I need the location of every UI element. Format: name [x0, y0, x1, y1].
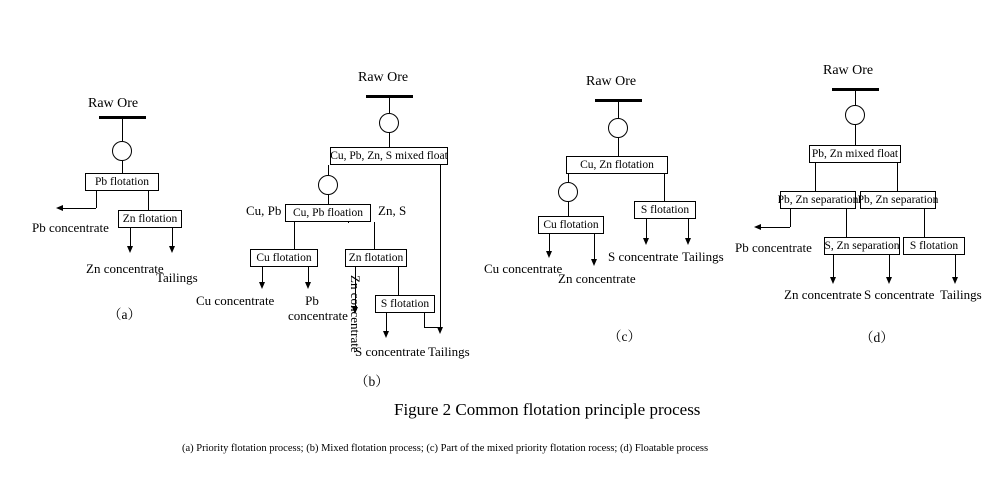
panel-c-zn-arrow — [591, 259, 597, 266]
panel-c-s-stem — [646, 219, 647, 238]
panel-d-box-pb-zn-mixed-float[interactable]: Pb, Zn mixed float — [809, 145, 901, 163]
panel-a-feeder-circle — [112, 141, 132, 161]
panel-d-tail-stem — [955, 255, 956, 277]
panel-b-box-mixed-float[interactable]: Cu, Pb, Zn, S mixed float — [330, 147, 448, 165]
panel-c-line-to-cuzn — [618, 138, 619, 156]
panel-b-box-cu-pb-floation[interactable]: Cu, Pb floation — [285, 204, 371, 222]
panel-c-line-circle-to-cu — [568, 202, 569, 216]
panel-d-zn-stem — [833, 255, 834, 277]
panel-a-out-pb-concentrate: Pb concentrate — [32, 220, 109, 235]
panel-c-line-to-circle — [568, 174, 569, 182]
figure-subcaption: (a) Priority flotation process; (b) Mixed flotation process; (c) Part of the mixed priority flotation rocess; (d) Floatable process — [182, 443, 709, 454]
panel-b-cu-arrow — [259, 282, 265, 289]
panel-b-s-arrow — [383, 331, 389, 338]
panel-b-tag: （b） — [355, 374, 389, 389]
panel-d-tag: （d） — [860, 330, 894, 345]
panel-b-tail-long-line — [440, 165, 441, 327]
panel-d-out-tailings: Tailings — [940, 287, 982, 302]
panel-a-tag: （a） — [108, 307, 141, 322]
panel-b-s-tail-stem — [424, 313, 425, 327]
panel-b-pb-stem — [308, 267, 309, 282]
panel-d-zn-arrow — [830, 277, 836, 284]
panel-a-zn-arrow — [127, 246, 133, 253]
panel-c-tail-stem — [688, 219, 689, 238]
panel-b-line-to-zn — [374, 222, 375, 249]
panel-c-zn-stem — [594, 234, 595, 259]
panel-b-splitter-circle — [318, 175, 338, 195]
panel-c-feeder-circle — [608, 118, 628, 138]
panel-b-box-zn-flotation[interactable]: Zn flotation — [345, 249, 407, 267]
panel-c-tail-arrow — [685, 238, 691, 245]
panel-c-feed-line — [618, 102, 619, 118]
panel-d-line-to-sep-right — [897, 163, 898, 191]
panel-a-line-to-zn — [148, 191, 149, 210]
panel-a-line-to-pb — [122, 161, 123, 173]
panel-d-out-zn-concentrate: Zn concentrate — [784, 287, 862, 302]
panel-d-s-stem — [889, 255, 890, 277]
panel-b-box-s-flotation[interactable]: S flotation — [375, 295, 435, 313]
panel-d-pb-arrow — [754, 224, 761, 230]
panel-c-out-zn-concentrate: Zn concentrate — [558, 271, 636, 286]
panel-d-line-to-sep-left — [815, 163, 816, 191]
panel-b-stream-cu-pb: Cu, Pb — [246, 203, 282, 218]
panel-d-source-label: Raw Ore — [823, 63, 874, 78]
panel-d-line-to-mixed — [855, 125, 856, 145]
panel-d-line-to-szn — [846, 209, 847, 237]
panel-b-line-to-mixed — [389, 133, 390, 147]
panel-b-feeder-circle — [379, 113, 399, 133]
panel-d-feeder-circle — [845, 105, 865, 125]
panel-b-box-cu-flotation[interactable]: Cu flotation — [250, 249, 318, 267]
panel-b-cu-stem — [262, 267, 263, 282]
panel-b-line-to-s — [398, 267, 399, 295]
panel-d-out-s-concentrate: S concentrate — [864, 287, 935, 302]
panel-d-s-arrow — [886, 277, 892, 284]
panel-b-s-stem — [386, 313, 387, 331]
panel-d-box-pb-zn-separation-right[interactable]: Pb, Zn separation — [860, 191, 936, 209]
panel-c-box-cu-flotation[interactable]: Cu flotation — [538, 216, 604, 234]
panel-a-box-pb-flotation[interactable]: Pb flotation — [85, 173, 159, 191]
figure-caption: Figure 2 Common flotation principle process — [394, 400, 701, 419]
panel-b-feed-line — [389, 98, 390, 113]
panel-a-zn-stem — [130, 228, 131, 246]
panel-a-tail-arrow — [169, 246, 175, 253]
panel-b-pb-arrow — [305, 282, 311, 289]
panel-d-feed-line — [855, 91, 856, 105]
panel-b-stream-zn-s: Zn, S — [378, 203, 407, 218]
panel-d-box-s-flotation[interactable]: S flotation — [903, 237, 965, 255]
panel-d-box-s-zn-separation[interactable]: S, Zn separation — [824, 237, 900, 255]
panel-a-source-label: Raw Ore — [88, 96, 139, 111]
panel-c-out-cu-concentrate: Cu concentrate — [484, 261, 563, 276]
panel-b-s-tail-run — [424, 327, 440, 328]
panel-b-out-pb-concentrate: Pb concentrate — [288, 293, 348, 323]
panel-c-s-arrow — [643, 238, 649, 245]
panel-a-box-zn-flotation[interactable]: Zn flotation — [118, 210, 182, 228]
panel-b-out-s-concentrate: S concentrate — [355, 344, 426, 359]
panel-b-line-circle-to-cupb — [328, 195, 329, 204]
panel-c-cu-stem — [549, 234, 550, 251]
panel-a-pb-left-stem — [96, 191, 97, 208]
panel-b-line-to-cu — [294, 222, 295, 249]
panel-a-feed-line — [122, 119, 123, 141]
panel-c-out-s-concentrate: S concentrate — [608, 249, 679, 264]
panel-d-tail-arrow — [952, 277, 958, 284]
panel-a-out-tailings: Tailings — [156, 270, 198, 285]
panel-b-tail-arrow — [437, 327, 443, 334]
panel-b-out-zn-concentrate: Zn concentrate — [348, 275, 363, 353]
panel-a-out-zn-concentrate: Zn concentrate — [86, 261, 164, 276]
panel-c-source-label: Raw Ore — [586, 74, 637, 89]
panel-b-out-tailings: Tailings — [428, 344, 470, 359]
panel-c-tag: （c） — [608, 329, 641, 344]
panel-c-splitter-circle — [558, 182, 578, 202]
panel-a-tail-stem — [172, 228, 173, 246]
panel-c-box-cu-zn-flotation[interactable]: Cu, Zn flotation — [566, 156, 668, 174]
panel-c-cu-arrow — [546, 251, 552, 258]
panel-d-out-pb-concentrate: Pb concentrate — [735, 240, 812, 255]
panel-a-pb-left-run — [62, 208, 96, 209]
panel-b-out-cu-concentrate: Cu concentrate — [196, 293, 275, 308]
panel-b-source-label: Raw Ore — [358, 70, 409, 85]
panel-a-pb-arrow — [56, 205, 63, 211]
panel-c-box-s-flotation[interactable]: S flotation — [634, 201, 696, 219]
panel-d-box-pb-zn-separation-left[interactable]: Pb, Zn separation — [780, 191, 856, 209]
panel-d-pb-stem — [790, 209, 791, 227]
panel-d-pb-run — [760, 227, 790, 228]
panel-b-zn-spacer — [348, 222, 349, 223]
panel-b-line-mixed-to-circle — [328, 165, 329, 175]
panel-c-out-tailings: Tailings — [682, 249, 724, 264]
panel-d-line-to-sflot — [924, 209, 925, 237]
panel-c-line-to-s — [664, 174, 665, 201]
